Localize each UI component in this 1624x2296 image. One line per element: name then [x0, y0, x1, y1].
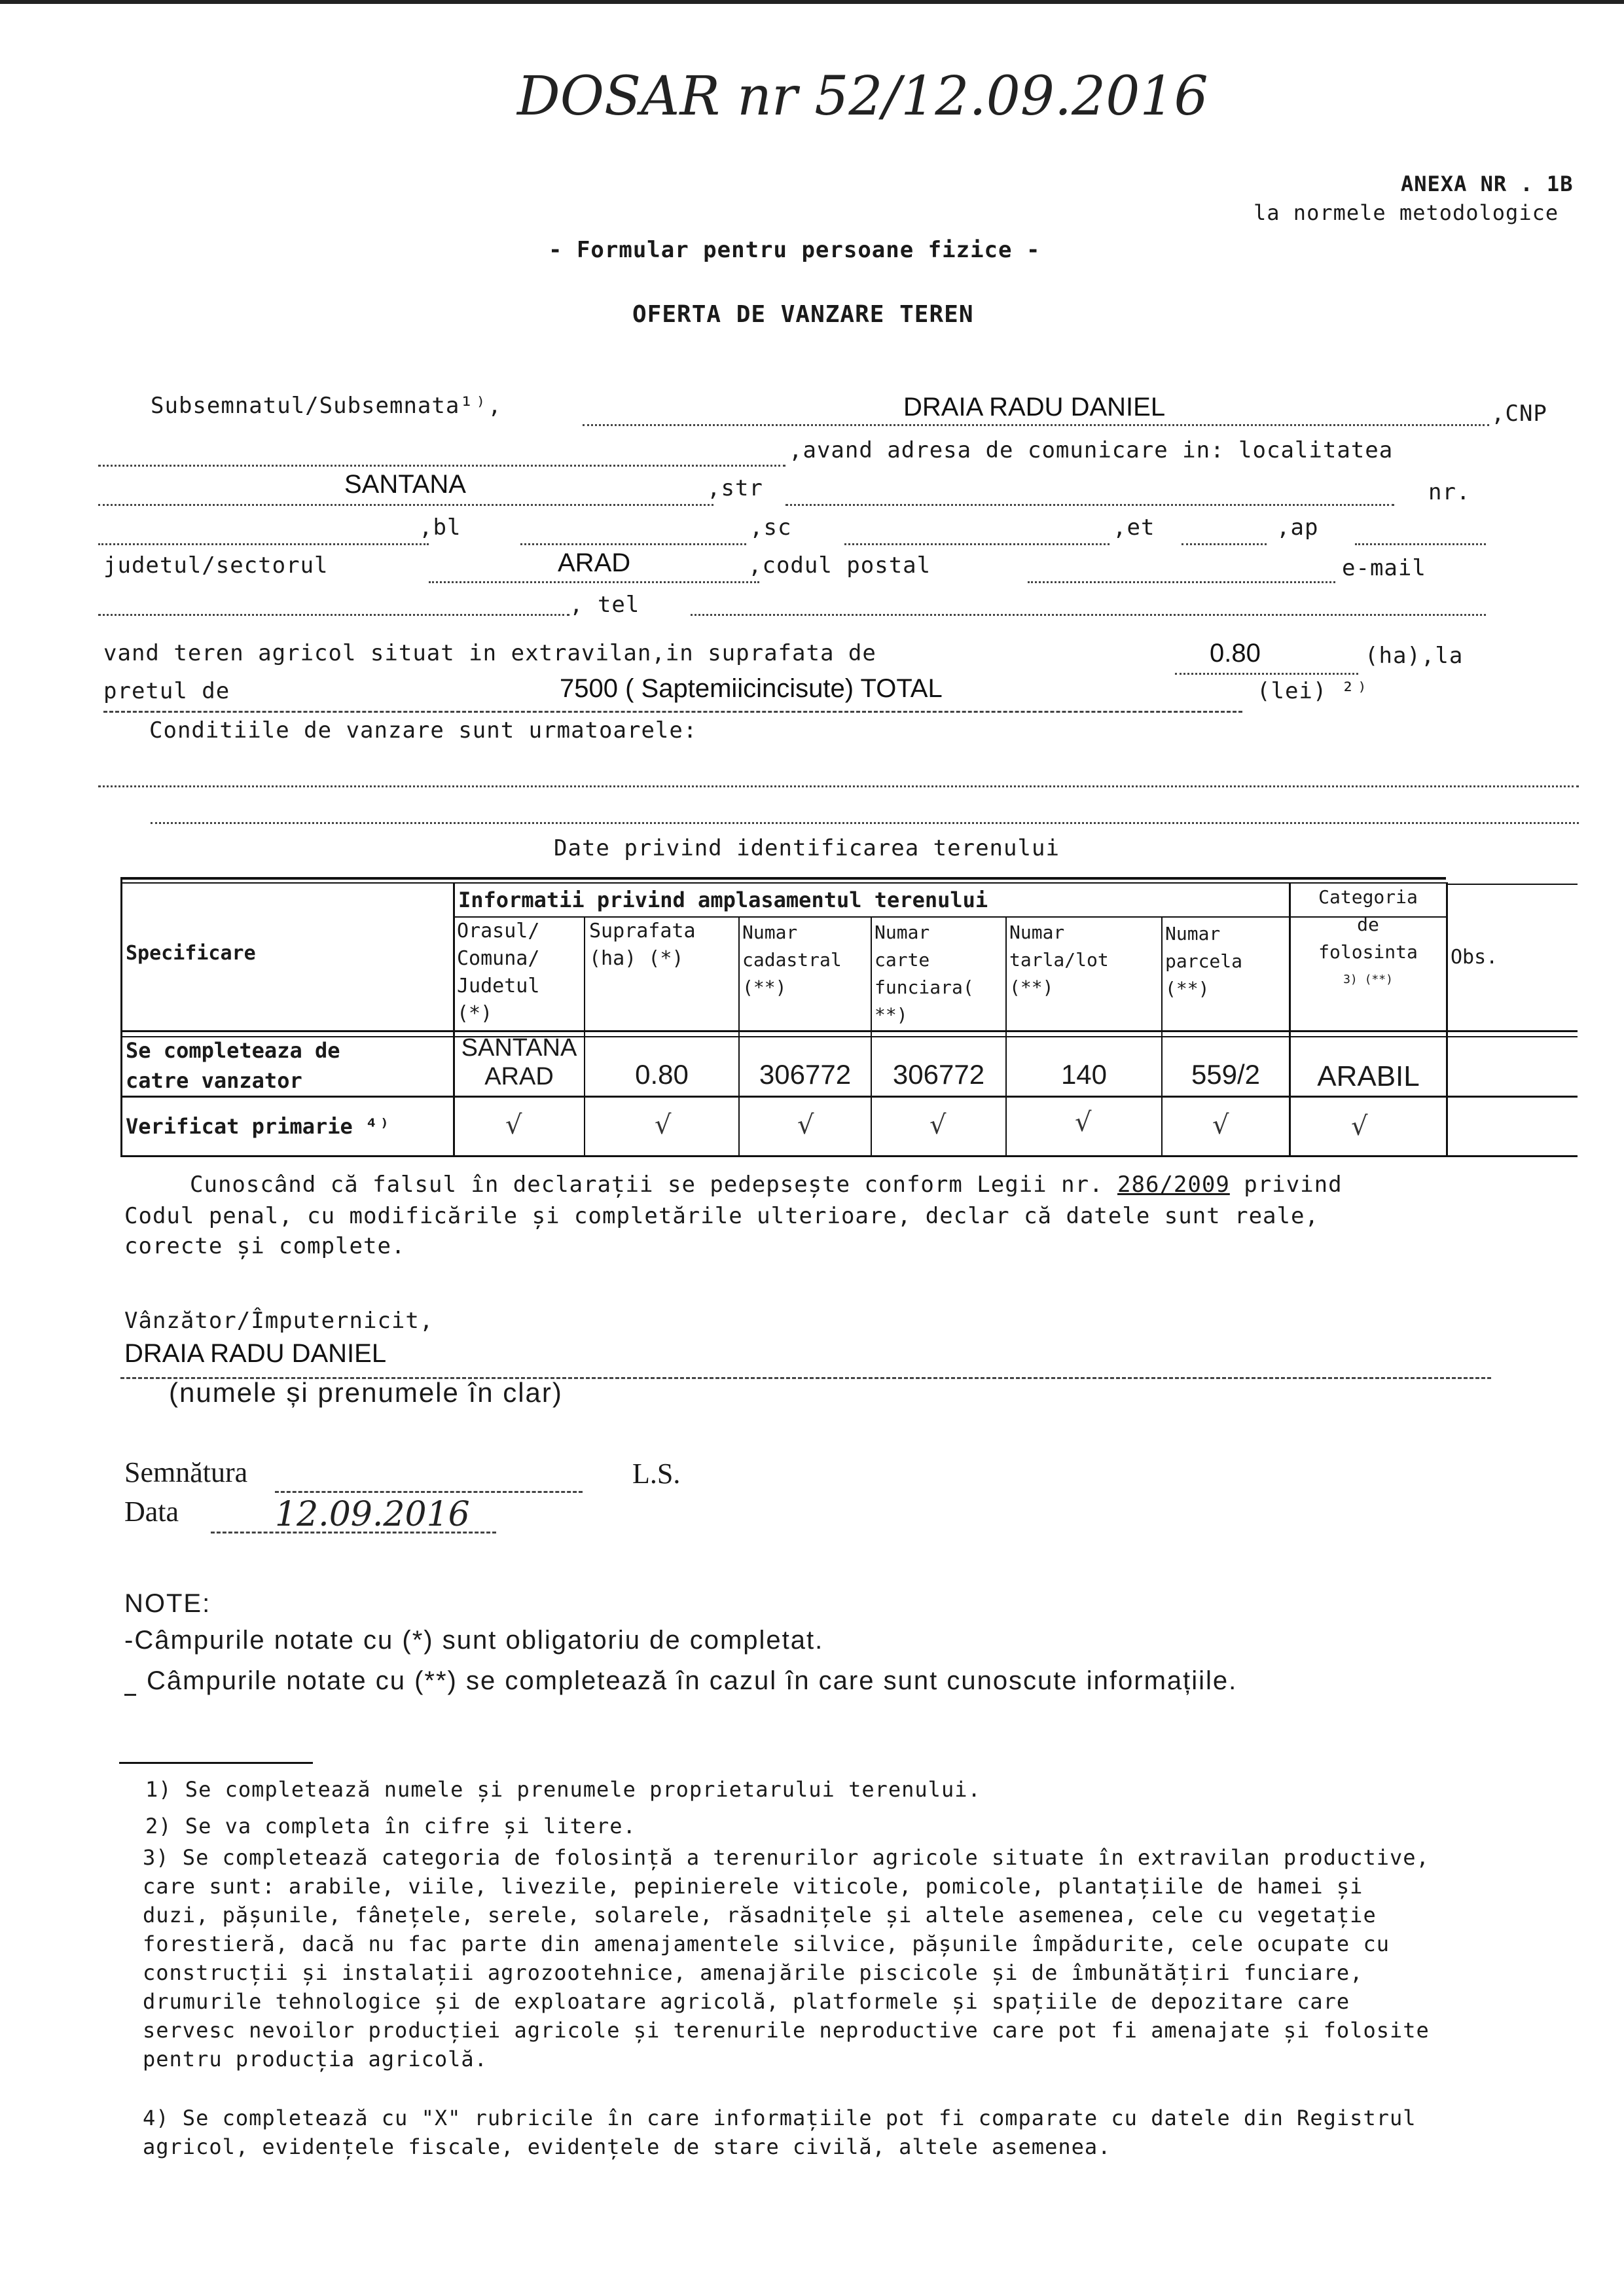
header-obs: Obs.: [1451, 946, 1498, 969]
header-carte-funciara: Numar carte funciara( **): [875, 922, 974, 1026]
seller-locality: SANTANA: [344, 470, 466, 499]
postal-line: [1028, 581, 1335, 583]
cell-categoria: ARABIL: [1317, 1060, 1420, 1092]
label-address: ,avand adresa de comunicare in: localitatea: [789, 437, 1394, 463]
declaration-line-3: corecte și complete.: [124, 1233, 406, 1259]
label-tel: , tel: [569, 592, 640, 618]
form-title: OFERTA DE VANZARE TEREN: [632, 301, 974, 328]
header-tarla: Numar tarla/lot (**): [1009, 922, 1109, 998]
ap-line: [1355, 543, 1486, 545]
cnp-line: [98, 465, 785, 467]
label-str: ,str: [707, 475, 763, 501]
check-mark-tarla: √: [1075, 1107, 1092, 1138]
price-line: [103, 711, 1242, 713]
nr-line: [98, 543, 429, 545]
law-number: 286/2009: [1117, 1172, 1230, 1198]
declaration-line-2: Codul penal, cu modificările și completările ulterioare, declar că datele sunt reale,: [124, 1203, 1319, 1229]
footnote-separator: [119, 1762, 313, 1764]
check-mark-carte: √: [929, 1110, 947, 1140]
header-cadastral: Numar cadastral (**): [742, 922, 842, 998]
conditions-line-1: [98, 785, 1579, 787]
header-parcela: Numar parcela (**): [1165, 923, 1243, 999]
seller-name: DRAIA RADU DANIEL: [903, 393, 1166, 422]
footnote-1: 1) Se completează numele și prenumele proprietarului terenului.: [145, 1777, 981, 1802]
label-postal: ,codul postal: [748, 552, 931, 579]
label-judet: judetul/sectorul: [103, 552, 329, 579]
notes-title: NOTE:: [124, 1589, 211, 1618]
label-nume-clar: (numele și prenumele în clar): [169, 1377, 563, 1408]
check-mark-orasul: √: [505, 1110, 522, 1140]
handwritten-dossier-number: DOSAR nr 52/12.09.2016: [517, 65, 1208, 128]
label-vand: vand teren agricol situat in extravilan,in suprafata de: [103, 640, 876, 666]
row-label-vanzator: Se completeaza de catre vanzator: [126, 1038, 340, 1093]
note-line-1: -Câmpurile notate cu (*) sunt obligatoriu de completat.: [124, 1626, 824, 1655]
note-dash-2: [124, 1694, 136, 1696]
cell-tarla: 140: [1060, 1059, 1108, 1090]
label-ap: ,ap: [1276, 514, 1319, 541]
email-line: [98, 614, 569, 616]
cell-parcela: 559/2: [1191, 1059, 1261, 1090]
cell-carte-funciara: 306772: [892, 1059, 985, 1090]
tel-line: [691, 614, 1486, 616]
signature-line: [275, 1491, 583, 1493]
footnote-4: 4) Se completează cu "X" rubricile în care informațiile pot fi comparate cu datele din Registrul agricol, evidențele fiscale, evidențele de stare civilă, altele asemenea.: [143, 2106, 1416, 2159]
name-line: [583, 424, 1489, 426]
row-label-verificat: Verificat primarie ⁴⁾: [126, 1114, 391, 1139]
street-line: [785, 504, 1394, 506]
header-specificare: Specificare: [126, 942, 256, 965]
check-mark-parcela: √: [1212, 1110, 1229, 1140]
sc-line: [844, 543, 1110, 545]
header-orasul: Orasul/ Comuna/ Judetul (*): [457, 920, 540, 1025]
handwritten-date: 12.09.2016: [275, 1495, 470, 1534]
area-line: [1175, 673, 1358, 675]
sale-price: 7500 ( Saptemiicincisute) TOTAL: [560, 674, 943, 703]
label-ha: (ha),la: [1365, 643, 1464, 669]
cell-area: 0.80: [635, 1059, 689, 1090]
label-vanzator: Vânzător/Împuternicit,: [124, 1308, 434, 1334]
header-categoria: Categoria de folosinta 3) (**): [1318, 886, 1418, 986]
check-mark-suprafata: √: [655, 1110, 672, 1140]
label-sc: ,sc: [749, 514, 792, 541]
conditions-line-2: [151, 822, 1579, 824]
cell-locality: SANTANA: [461, 1034, 577, 1062]
form-subtitle: - Formular pentru persoane fizice -: [549, 237, 1041, 263]
label-email: e-mail: [1342, 555, 1426, 581]
label-pret: pretul de: [103, 678, 230, 704]
label-subsemnatul: Subsemnatul/Subsemnata¹⁾,: [151, 393, 502, 419]
scan-top-edge: [0, 0, 1624, 4]
seller-county: ARAD: [558, 548, 631, 577]
label-data: Data: [124, 1496, 179, 1528]
label-nr: nr.: [1428, 479, 1471, 505]
sale-area: 0.80: [1210, 639, 1261, 668]
annex-norms: la normele metodologice: [1254, 200, 1559, 225]
label-semnatura: Semnătura: [124, 1456, 248, 1488]
label-et: ,et: [1113, 514, 1155, 541]
county-line: [429, 581, 759, 583]
bl-line: [520, 543, 746, 545]
label-ls: L.S.: [632, 1458, 681, 1490]
label-conditii: Conditiile de vanzare sunt urmatoarele:: [149, 717, 698, 744]
label-bl: ,bl: [419, 514, 461, 541]
cell-cadastral: 306772: [759, 1059, 852, 1090]
check-mark-cadastral: √: [797, 1110, 814, 1140]
land-identification-table: [120, 877, 1578, 1157]
footnote-2: 2) Se va completa în cifre și litere.: [145, 1814, 636, 1839]
header-suprafata: Suprafata (ha) (*): [589, 920, 696, 970]
header-group-amplasament: Informatii privind amplasamentul terenului: [458, 888, 988, 912]
locality-line: [98, 504, 713, 506]
annex-number: ANEXA NR . 1B: [1401, 171, 1574, 196]
label-cnp: ,CNP: [1491, 401, 1547, 427]
table-caption: Date privind identificarea terenului: [554, 835, 1060, 861]
signer-name: DRAIA RADU DANIEL: [124, 1339, 387, 1368]
label-lei: (lei) ²⁾: [1257, 678, 1369, 704]
et-line: [1182, 543, 1267, 545]
declaration-line-1: Cunoscând că falsul în declarații se pedepsește conform Legii nr. 286/2009 privind: [190, 1172, 1343, 1198]
footnote-3: 3) Se completează categoria de folosință a terenurilor agricole situate în extravilan productive, care sunt: arabile, viile, livezile, pepinierele viticole, pomicole, plantațiile de hamei și duzi, pășunile, fânețele, serele, solarele, răsadnițele și altele asemenea, cele cu vegetație forestieră, dacă nu fac parte din amenajamentele silvice, pășunile împădurite, cele ocupate cu construcții și instalații agrozootehnice, amenajările piscicole și de îmbunătățiri funciare, drumurile tehnologice și de exploatare agricolă, platformele și spațiile de depozitare care servesc nevoilor producției agricole și terenurile neproductive care pot fi amenajate și folosite pentru producția agricolă.: [143, 1845, 1430, 2072]
cell-county: ARAD: [484, 1063, 554, 1090]
note-line-2: Câmpurile notate cu (**) se completează în cazul în care sunt cunoscute informațiile.: [147, 1666, 1238, 1695]
check-mark-categoria: √: [1351, 1111, 1368, 1141]
